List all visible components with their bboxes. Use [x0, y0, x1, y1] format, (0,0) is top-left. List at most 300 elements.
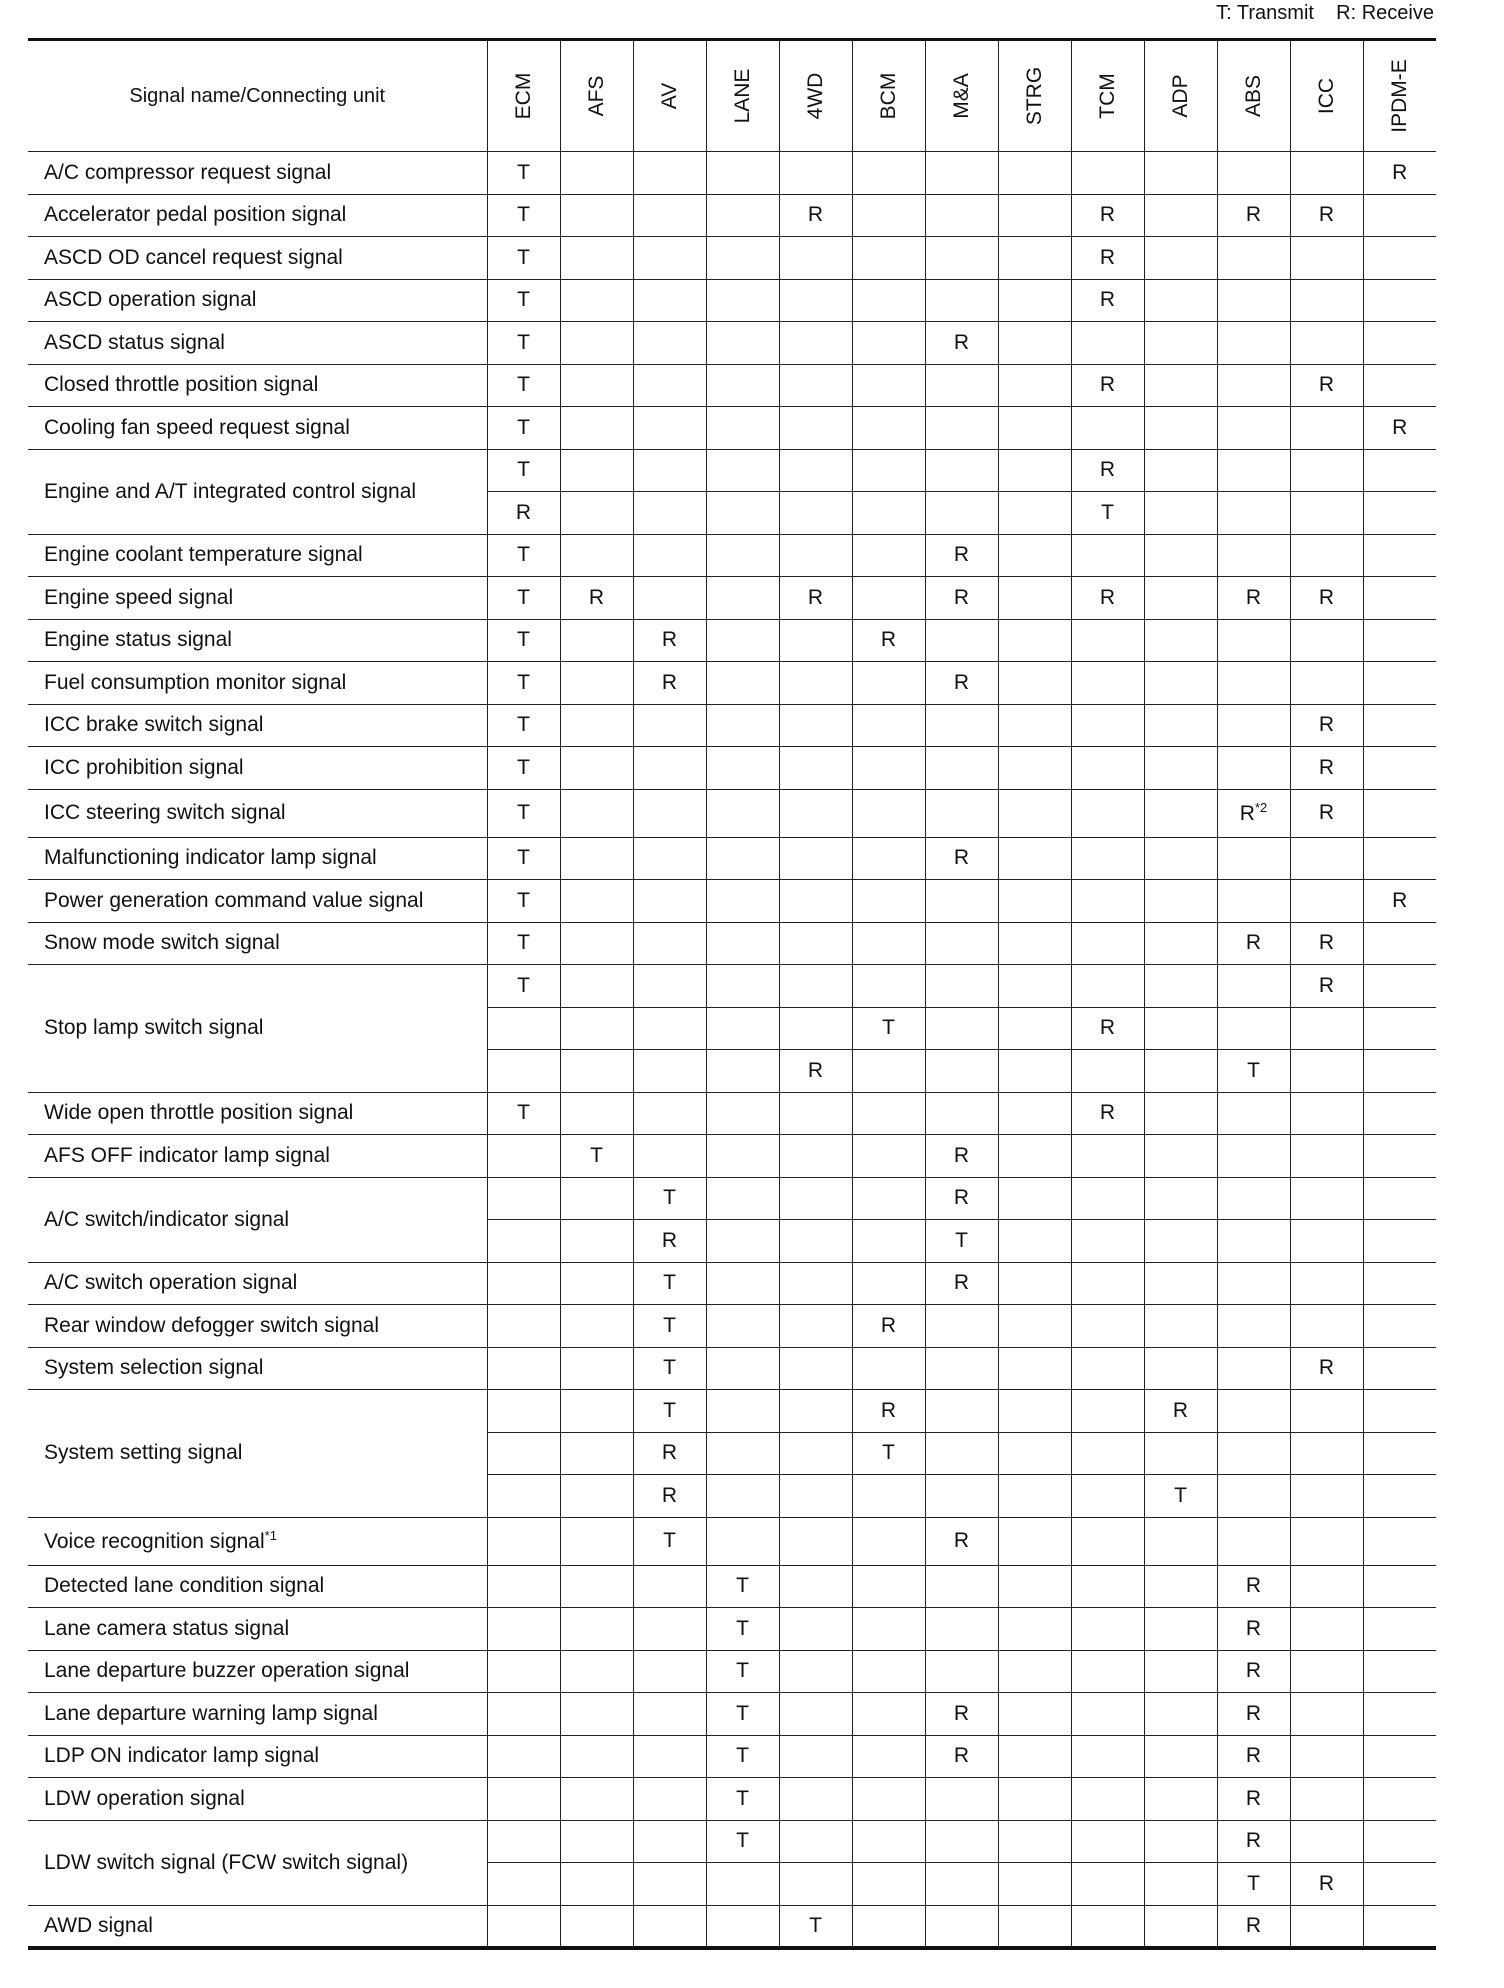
- unit-cell: [1363, 747, 1436, 790]
- signal-direction: T: [809, 1913, 822, 1937]
- unit-cell: [1144, 577, 1217, 620]
- unit-cell: [998, 1347, 1071, 1390]
- unit-cell: [1071, 1347, 1144, 1390]
- unit-cell: [1363, 1650, 1436, 1693]
- unit-cell: [1290, 1092, 1363, 1135]
- unit-cell: [1290, 1863, 1363, 1906]
- signal-name-text: Voice recognition signal: [44, 1530, 265, 1553]
- signal-name: [28, 577, 487, 620]
- unit-cell: [852, 1820, 925, 1863]
- unit-cell: [1144, 1220, 1217, 1263]
- signal-direction: R: [1099, 288, 1116, 312]
- signal-direction: R: [1392, 160, 1408, 184]
- unit-cell: [1363, 279, 1436, 322]
- unit-cell: [852, 322, 925, 365]
- signal-name-text: Rear window defogger switch signal: [44, 1313, 380, 1337]
- signal-name: [28, 922, 487, 965]
- unit-cell: [487, 1905, 560, 1948]
- unit-cell: [925, 322, 998, 365]
- unit-header-label: BCM: [876, 72, 900, 120]
- unit-cell: [779, 1390, 852, 1433]
- signal-name-text: Wide open throttle position signal: [44, 1101, 354, 1125]
- unit-cell: [487, 837, 560, 880]
- unit-cell: [1217, 1092, 1290, 1135]
- unit-cell: [1290, 407, 1363, 450]
- unit-cell: [1144, 1565, 1217, 1608]
- unit-cell: [487, 619, 560, 662]
- unit-cell: [706, 747, 779, 790]
- unit-cell: [1071, 492, 1144, 535]
- signal-direction: R: [953, 670, 970, 694]
- unit-cell: [852, 1262, 925, 1305]
- signal-name-header: Signal name/Connecting unit: [28, 40, 487, 152]
- signal-name: [28, 1905, 487, 1948]
- unit-cell: [633, 279, 706, 322]
- signal-name-text: ICC brake switch signal: [44, 713, 264, 737]
- unit-cell: [1071, 279, 1144, 322]
- unit-cell: [1071, 1135, 1144, 1178]
- unit-cell: [1290, 1007, 1363, 1050]
- unit-cell: [1290, 1735, 1363, 1778]
- unit-cell: [852, 407, 925, 450]
- unit-cell: [1144, 789, 1217, 837]
- unit-cell: [1290, 1650, 1363, 1693]
- signal-direction: T: [517, 931, 530, 955]
- signal-direction: T: [736, 1574, 749, 1598]
- unit-cell: [1071, 534, 1144, 577]
- signal-direction: T: [517, 628, 530, 652]
- unit-cell: [1290, 704, 1363, 747]
- unit-cell: [1290, 1517, 1363, 1565]
- unit-cell: [779, 1007, 852, 1050]
- unit-header: [560, 40, 633, 152]
- signal-name-text: ICC prohibition signal: [44, 755, 244, 779]
- signal-direction: R: [880, 1313, 897, 1337]
- unit-cell: [487, 1650, 560, 1693]
- unit-cell: [1144, 1517, 1217, 1565]
- unit-cell: [1144, 407, 1217, 450]
- unit-header: [779, 40, 852, 152]
- signal-name: [28, 965, 487, 1093]
- unit-cell: [779, 1608, 852, 1651]
- unit-cell: [487, 965, 560, 1008]
- signal-name: [28, 1517, 487, 1565]
- unit-cell: [852, 922, 925, 965]
- signal-direction: R: [1392, 888, 1408, 912]
- signal-direction: R: [1318, 973, 1335, 997]
- unit-cell: [706, 1778, 779, 1821]
- unit-cell: [779, 1177, 852, 1220]
- signal-name-text: Fuel consumption monitor signal: [44, 670, 347, 694]
- signal-direction: R: [1245, 1786, 1262, 1810]
- unit-cell: [560, 662, 633, 705]
- unit-cell: [1363, 1475, 1436, 1518]
- signal-direction: T: [517, 888, 530, 912]
- unit-cell: [487, 747, 560, 790]
- signal-name-text: Closed throttle position signal: [44, 373, 319, 397]
- unit-cell: [706, 1905, 779, 1948]
- unit-cell: [560, 1565, 633, 1608]
- unit-header: [1217, 40, 1290, 152]
- table-row: [28, 837, 1436, 880]
- unit-cell: [1363, 577, 1436, 620]
- unit-cell: [633, 704, 706, 747]
- unit-cell: [925, 1347, 998, 1390]
- unit-cell: [706, 577, 779, 620]
- signal-direction: T: [955, 1228, 968, 1252]
- unit-cell: [633, 322, 706, 365]
- unit-cell: [560, 922, 633, 965]
- unit-header: [925, 40, 998, 152]
- unit-cell: [633, 1135, 706, 1178]
- unit-cell: [852, 1432, 925, 1475]
- signal-direction: T: [517, 458, 530, 482]
- unit-cell: [925, 1863, 998, 1906]
- unit-cell: [1363, 619, 1436, 662]
- unit-cell: [1071, 1092, 1144, 1135]
- unit-cell: [925, 747, 998, 790]
- unit-cell: [1363, 152, 1436, 195]
- unit-cell: [1071, 1262, 1144, 1305]
- unit-cell: [1071, 619, 1144, 662]
- unit-cell: [925, 1693, 998, 1736]
- signal-name: [28, 279, 487, 322]
- unit-cell: [560, 194, 633, 237]
- unit-cell: [1144, 837, 1217, 880]
- unit-cell: [1217, 789, 1290, 837]
- unit-cell: [1217, 449, 1290, 492]
- unit-cell: [779, 1220, 852, 1263]
- unit-cell: [1217, 1608, 1290, 1651]
- unit-cell: [1144, 1007, 1217, 1050]
- signal-direction: R: [1099, 373, 1116, 397]
- unit-cell: [1217, 662, 1290, 705]
- unit-cell: [1144, 1177, 1217, 1220]
- unit-cell: [487, 704, 560, 747]
- unit-cell: [1144, 1432, 1217, 1475]
- unit-cell: [706, 1347, 779, 1390]
- unit-cell: [998, 1517, 1071, 1565]
- unit-cell: [487, 1220, 560, 1263]
- unit-cell: [1217, 1220, 1290, 1263]
- unit-cell: [706, 1650, 779, 1693]
- unit-cell: [487, 492, 560, 535]
- signal-direction: R: [1245, 1701, 1262, 1725]
- unit-cell: [1071, 1390, 1144, 1433]
- signal-direction: T: [882, 1016, 895, 1040]
- signal-name: [28, 1262, 487, 1305]
- signal-direction: R: [953, 1186, 970, 1210]
- unit-cell: [779, 789, 852, 837]
- unit-cell: [779, 1262, 852, 1305]
- unit-cell: [706, 364, 779, 407]
- unit-cell: [1290, 1050, 1363, 1093]
- signal-direction: T: [663, 1529, 676, 1552]
- unit-cell: [1071, 407, 1144, 450]
- unit-cell: [633, 1735, 706, 1778]
- unit-cell: [925, 1135, 998, 1178]
- unit-cell: [706, 619, 779, 662]
- unit-cell: [852, 965, 925, 1008]
- table-row: [28, 1820, 1436, 1863]
- unit-cell: [1071, 1693, 1144, 1736]
- signal-direction: T: [517, 543, 530, 567]
- signal-direction: R: [661, 1228, 678, 1252]
- unit-cell: [633, 837, 706, 880]
- signal-name-text: ICC steering switch signal: [44, 801, 286, 824]
- table-row: [28, 747, 1436, 790]
- unit-cell: [925, 1050, 998, 1093]
- unit-cell: [560, 789, 633, 837]
- unit-cell: [706, 449, 779, 492]
- signal-name: [28, 1693, 487, 1736]
- unit-cell: [1290, 837, 1363, 880]
- unit-cell: [998, 1050, 1071, 1093]
- unit-cell: [779, 965, 852, 1008]
- signal-name-text: A/C compressor request signal: [44, 160, 332, 184]
- signal-direction: T: [736, 1829, 749, 1853]
- unit-cell: [487, 1517, 560, 1565]
- unit-cell: [706, 534, 779, 577]
- unit-cell: [560, 1905, 633, 1948]
- signal-name-text: Lane departure warning lamp signal: [44, 1701, 378, 1725]
- unit-cell: [998, 449, 1071, 492]
- signal-direction: T: [882, 1441, 895, 1465]
- table-row: [28, 789, 1436, 837]
- signal-name: [28, 1347, 487, 1390]
- unit-cell: [633, 880, 706, 923]
- unit-cell: [925, 1517, 998, 1565]
- unit-cell: [1217, 1905, 1290, 1948]
- unit-cell: [998, 322, 1071, 365]
- unit-cell: [779, 279, 852, 322]
- signal-name-text: Cooling fan speed request signal: [44, 415, 350, 439]
- unit-cell: [925, 965, 998, 1008]
- signal-name: [28, 1735, 487, 1778]
- unit-cell: [925, 1177, 998, 1220]
- signal-direction: T: [517, 1101, 530, 1125]
- unit-cell: [1071, 1517, 1144, 1565]
- unit-cell: [706, 837, 779, 880]
- unit-cell: [852, 1650, 925, 1693]
- unit-cell: [633, 152, 706, 195]
- unit-cell: [1071, 1432, 1144, 1475]
- signal-name-text: Engine and A/T integrated control signal: [44, 479, 417, 503]
- unit-cell: [1144, 279, 1217, 322]
- unit-cell: [1217, 1135, 1290, 1178]
- header-row: [28, 40, 1436, 152]
- unit-cell: [779, 1475, 852, 1518]
- unit-header-label: AV: [657, 82, 681, 110]
- signal-direction: R: [1318, 203, 1335, 227]
- unit-cell: [706, 1608, 779, 1651]
- unit-cell: [1363, 322, 1436, 365]
- signal-name: [28, 837, 487, 880]
- unit-cell: [633, 364, 706, 407]
- unit-cell: [852, 1735, 925, 1778]
- signal-direction: T: [1101, 500, 1114, 524]
- table-row: [28, 322, 1436, 365]
- unit-cell: [560, 747, 633, 790]
- unit-cell: [487, 534, 560, 577]
- unit-header-label: ECM: [511, 72, 535, 120]
- unit-cell: [1144, 880, 1217, 923]
- signal-name-text: Malfunctioning indicator lamp signal: [44, 846, 377, 870]
- unit-cell: [633, 1177, 706, 1220]
- unit-cell: [560, 407, 633, 450]
- signal-direction: T: [517, 245, 530, 269]
- unit-cell: [1071, 1778, 1144, 1821]
- unit-cell: [1363, 1778, 1436, 1821]
- unit-cell: [1290, 364, 1363, 407]
- unit-cell: [779, 1778, 852, 1821]
- unit-cell: [998, 922, 1071, 965]
- unit-cell: [1290, 880, 1363, 923]
- signal-direction: R: [1099, 1101, 1116, 1125]
- unit-cell: [1071, 1905, 1144, 1948]
- unit-cell: [706, 1517, 779, 1565]
- unit-cell: [1217, 1432, 1290, 1475]
- unit-cell: [852, 1220, 925, 1263]
- unit-cell: [925, 577, 998, 620]
- table-row: [28, 1135, 1436, 1178]
- unit-cell: [1144, 1778, 1217, 1821]
- unit-cell: [998, 704, 1071, 747]
- unit-cell: [560, 1092, 633, 1135]
- unit-cell: [633, 534, 706, 577]
- unit-header-label: 4WD: [803, 72, 827, 120]
- unit-cell: [633, 1475, 706, 1518]
- signal-direction: T: [1174, 1483, 1187, 1507]
- table-row: [28, 279, 1436, 322]
- signal-name: [28, 322, 487, 365]
- unit-cell: [1071, 1735, 1144, 1778]
- unit-cell: [706, 492, 779, 535]
- unit-header: [1290, 40, 1363, 152]
- unit-cell: [706, 965, 779, 1008]
- unit-cell: [487, 1347, 560, 1390]
- signal-direction: T: [1247, 1058, 1260, 1082]
- unit-cell: [925, 1608, 998, 1651]
- unit-cell: [560, 492, 633, 535]
- unit-cell: [487, 1007, 560, 1050]
- signal-direction: R: [807, 1058, 824, 1082]
- unit-cell: [560, 1177, 633, 1220]
- unit-cell: [560, 1820, 633, 1863]
- unit-cell: [998, 1092, 1071, 1135]
- signal-direction: T: [517, 713, 530, 737]
- unit-cell: [487, 1092, 560, 1135]
- unit-cell: [998, 837, 1071, 880]
- unit-cell: [487, 1608, 560, 1651]
- unit-cell: [1363, 1177, 1436, 1220]
- signal-name: [28, 619, 487, 662]
- unit-cell: [633, 1390, 706, 1433]
- unit-cell: [925, 922, 998, 965]
- unit-header: [1144, 40, 1217, 152]
- table-row: [28, 449, 1436, 492]
- unit-cell: [925, 1820, 998, 1863]
- legend: T: Transmit R: Receive: [1216, 2, 1434, 24]
- unit-cell: [706, 1007, 779, 1050]
- unit-cell: [925, 1007, 998, 1050]
- unit-cell: [998, 194, 1071, 237]
- unit-cell: [487, 1863, 560, 1906]
- unit-cell: [925, 704, 998, 747]
- table-row: [28, 1517, 1436, 1565]
- unit-cell: [1290, 1820, 1363, 1863]
- unit-cell: [1290, 1475, 1363, 1518]
- signal-direction: T: [663, 1313, 676, 1337]
- unit-cell: [1144, 1135, 1217, 1178]
- unit-cell: [633, 449, 706, 492]
- unit-cell: [560, 279, 633, 322]
- unit-cell: [1144, 534, 1217, 577]
- signal-name: [28, 1778, 487, 1821]
- unit-cell: [560, 837, 633, 880]
- unit-cell: [633, 577, 706, 620]
- signal-name: [28, 1092, 487, 1135]
- unit-cell: [706, 1092, 779, 1135]
- unit-cell: [1144, 1262, 1217, 1305]
- unit-cell: [1071, 1050, 1144, 1093]
- signal-direction: T: [517, 973, 530, 997]
- unit-cell: [560, 449, 633, 492]
- unit-header-label: ABS: [1241, 74, 1265, 118]
- table-row: [28, 1735, 1436, 1778]
- table-row: [28, 1092, 1436, 1135]
- unit-cell: [1363, 1863, 1436, 1906]
- unit-cell: [1217, 279, 1290, 322]
- unit-header: [1363, 40, 1436, 152]
- unit-header-label: TCM: [1095, 73, 1119, 119]
- unit-cell: [1144, 662, 1217, 705]
- signal-direction: R: [661, 670, 678, 694]
- unit-cell: [560, 965, 633, 1008]
- unit-cell: [633, 1347, 706, 1390]
- signal-direction: R: [1172, 1398, 1189, 1422]
- unit-cell: [487, 880, 560, 923]
- unit-cell: [852, 364, 925, 407]
- unit-cell: [925, 152, 998, 195]
- unit-cell: [852, 1135, 925, 1178]
- signal-direction: R: [953, 543, 970, 567]
- unit-cell: [1363, 1347, 1436, 1390]
- table-row: [28, 194, 1436, 237]
- signal-name: [28, 1650, 487, 1693]
- unit-cell: [1363, 449, 1436, 492]
- unit-cell: [998, 1863, 1071, 1906]
- signal-name-text: System setting signal: [44, 1441, 243, 1465]
- signal-direction: T: [517, 755, 530, 779]
- unit-cell: [852, 789, 925, 837]
- signal-name-text: System selection signal: [44, 1356, 264, 1380]
- signal-direction: R: [1099, 1016, 1116, 1040]
- signal-name-text: Lane camera status signal: [44, 1616, 290, 1640]
- signal-direction: R: [953, 1529, 970, 1552]
- signal-direction: R: [1099, 458, 1116, 482]
- unit-cell: [779, 1517, 852, 1565]
- unit-cell: [998, 577, 1071, 620]
- unit-cell: [852, 1778, 925, 1821]
- signal-direction: R: [1245, 1744, 1262, 1768]
- signal-direction: R: [515, 500, 532, 524]
- unit-cell: [779, 1820, 852, 1863]
- unit-cell: [487, 577, 560, 620]
- unit-cell: [925, 1305, 998, 1348]
- unit-cell: [925, 1390, 998, 1433]
- unit-cell: [925, 1565, 998, 1608]
